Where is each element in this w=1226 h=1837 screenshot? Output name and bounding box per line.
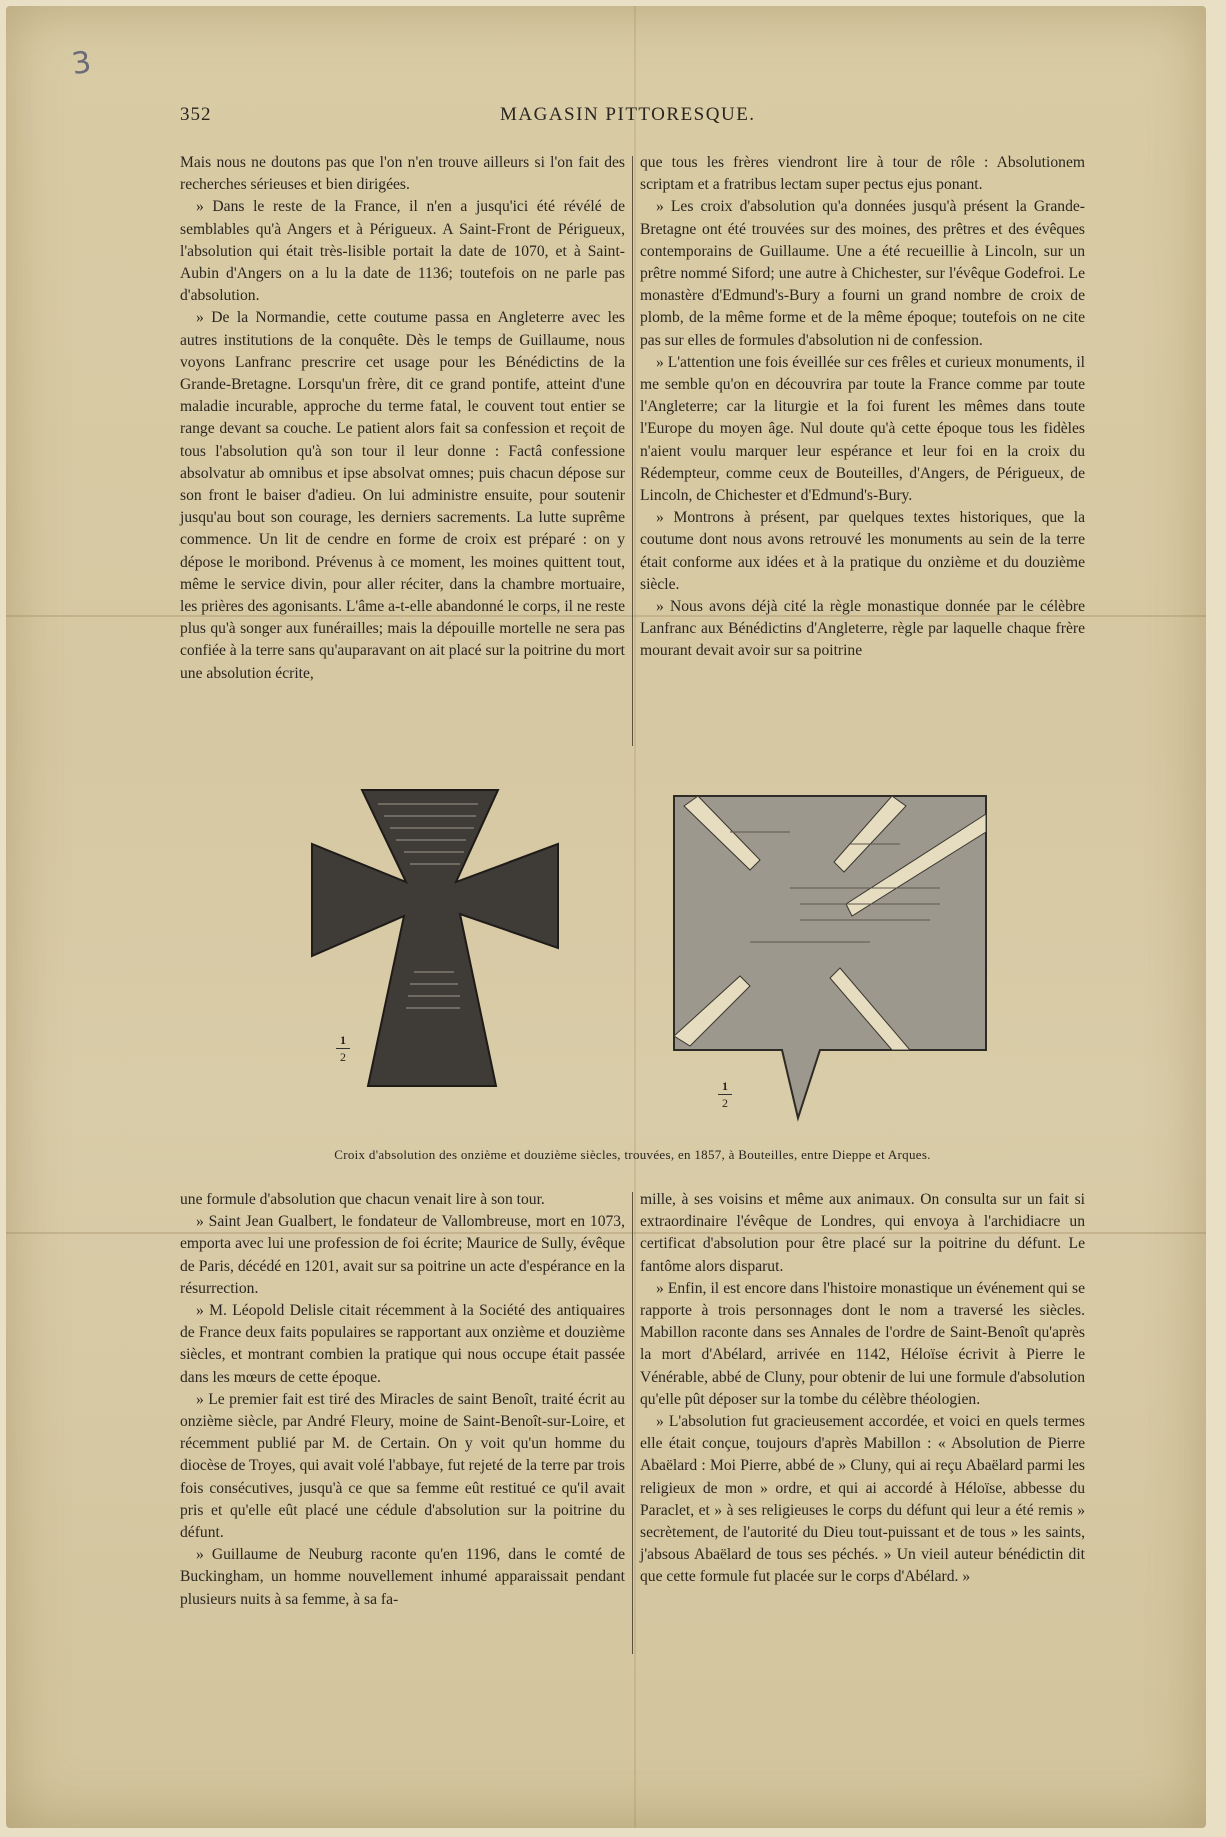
running-title: MAGASIN PITTORESQUE. <box>500 104 756 125</box>
column-bottom-left <box>180 1189 625 1611</box>
scale-numerator: 1 <box>722 1079 728 1093</box>
column-rule <box>632 156 633 746</box>
scale-numerator: 1 <box>340 1033 346 1047</box>
scale-denominator: 2 <box>718 1094 732 1109</box>
scale-denominator: 2 <box>336 1048 350 1063</box>
paragraph: » De la Normandie, cette coutume passa en Angleterre avec les autres institutions de la conquête. Dès le temps de Guillaume, nous voyons Lanfranc prescrire cet usage pour les Bénédictins de la Grande-Bretagne. Lorsqu'un frère, dit ce grand pontife, atteint d'une maladie incurable, approche du terme fatal, le couvent tout entier se range devant sa couche. Le patient alors fait sa confession et reçoit de tous l'absolution qu'à son tour il leur donne : Factâ confessione absolvatur ab omnibus et ipse absolvat omnes; puis chacun dépose sur son front le baiser d'adieu. On lui administre ensuite, pour soutenir jusqu'au bout son courage, les derniers sacrements. La lutte suprême commence. Un lit de cendre en forme de croix est préparé : on y dépose le moribond. Prévenus à ce moment, les moines quittent tout, même le service divin, pour aller réciter, dans la chambre mortuaire, les prières des agonisants. L'âme a-t-elle abandonné le corps, il ne reste plus qu'à songer aux funérailles; mais la dépouille mortelle ne sera pas confiée à la terre sans qu'auparavant on ait placé sur la poitrine du mort une absolution écrite, <box>180 309 625 682</box>
column-rule <box>632 1192 633 1654</box>
page-number: 352 <box>180 104 212 125</box>
paragraph: » Guillaume de Neuburg raconte qu'en 1196, dans le comté de Buckingham, un homme nouvellement inhumé apparaissait pendant plusieurs nuits à sa femme, à sa fa- <box>180 1546 625 1608</box>
paragraph: » Le premier fait est tiré des Miracles de saint Benoît, traité écrit au onzième siècle, par André Fleury, moine de Saint-Benoît-sur-Loire, et récemment publié par M. de Certain. On y voit qu'un homme du diocèse de Troyes, qui avait volé l'abbaye, fut rejeté de la terre par trois fois consécutives, jusqu'à ce que sa femme eût restitué ce qu'il avait pris et qu'elle eût placé une cédule d'absolution sur la poitrine du défunt. <box>180 1390 625 1542</box>
paragraph: une formule d'absolution que chacun venait lire à son tour. <box>180 1191 545 1208</box>
paragraph: » Les croix d'absolution qu'a données jusqu'à présent la Grande-Bretagne ont été trouvées sur des moines, des prêtres et des évêques contemporains de Guillaume. Une a été recueillie à Lincoln, sur un prêtre nommé Siford; une autre à Chichester, sur l'évêque Godefroi. Le monastère d'Edmund's-Bury a fourni un grand nombre de croix de plomb, de la même forme et de la même époque; toutefois on ne cite pas sur elles de formules d'absolution ni de confession. <box>640 198 1085 349</box>
column-bottom-right <box>640 1189 1085 1589</box>
paragraph: Mais nous ne doutons pas que l'on n'en trouve ailleurs si l'on fait des recherches sérieuses et bien dirigées. <box>180 154 625 194</box>
paragraph: » Dans le reste de la France, il n'en a jusqu'ici été révélé de semblables qu'à Angers et à Périgueux. A Saint-Front de Périgueux, l'absolution qui était très-lisible portait la date de 1070, et à Saint-Aubin d'Angers on a lu la date de 1136; toutefois on ne parle pas d'absolution. <box>180 198 625 305</box>
column-top-right <box>640 152 1085 663</box>
paragraph: » Montrons à présent, par quelques textes historiques, que la coutume dont nous avons retrouvé les monuments au sein de la terre était conforme aux idées et à la pratique du onzième et du douzième siècle. <box>640 509 1085 593</box>
paragraph: » Saint Jean Gualbert, le fondateur de Vallombreuse, mort en 1073, emporta avec lui une profession de foi écrite; Maurice de Sully, évêque de Paris, décédé en 1201, avait sur sa poitrine un acte d'espérance en la résurrection. <box>180 1213 625 1297</box>
paragraph: » L'attention une fois éveillée sur ces frêles et curieux monuments, il me semble qu'on en découvrira par toute la France comme par toute l'Angleterre; car la liturgie et la foi furent les mêmes dans toute l'Europe du moyen âge. Nul doute qu'à cette époque tous les fidèles n'aient voulu marquer leur espérance et leur foi en la croix du Rédempteur, comme ceux de Bouteilles, d'Angers, de Périgueux, de Lincoln, de Chichester et d'Edmund's-Bury. <box>640 353 1085 505</box>
column-top-left <box>180 152 625 685</box>
margin-note: 3 <box>69 44 94 83</box>
fold-crease <box>634 6 636 1828</box>
figure-caption: Croix d'absolution des onzième et douzième siècles, trouvées, en 1857, à Bouteilles, entre Dieppe et Arques. <box>334 1147 931 1162</box>
paragraph: que tous les frères viendront lire à tour de rôle : Absolutionem scriptam et a fratribus lectam super pectus ejus ponant. <box>640 154 1085 194</box>
paragraph: mille, à ses voisins et même aux animaux. On consulta sur un fait si extraordinaire l'évêque de Londres, qui envoya à l'archidiacre un certificat d'absolution pour être placé sur la poitrine du défunt. Le fantôme alors disparut. <box>640 1191 1085 1275</box>
paragraph: » M. Léopold Delisle citait récemment à la Société des antiquaires de France deux faits populaires se rapportant aux onzième et douzième siècles, et montrant combien la pratique qui nous occupe était passée dans les mœurs de cette époque. <box>180 1302 625 1386</box>
paragraph: » Nous avons déjà cité la règle monastique donnée par le célèbre Lanfranc aux Bénédictins d'Angleterre, règle par laquelle chaque frère mourant devait avoir sur sa poitrine <box>640 598 1085 660</box>
paragraph: » L'absolution fut gracieusement accordée, et voici en quels termes elle était conçue, toujours d'après Mabillon : « Absolution de Pierre Abaëlard : Moi Pierre, abbé de » Cluny, qui ai reçu Abaëlard parmi les religieux de mon » ordre, et qui ai accordé à Héloïse, abbesse du Paraclet, et » à ses religieuses le corps du défunt qui leur a été remis » secrètement, de l'autorité du Dieu tout-puissant et de tous » les saints, j'absous Abaëlard de tous ses péchés. » Un vieil auteur bénédictin dit que cette formule fut placée sur le corps d'Abélard. » <box>640 1413 1085 1586</box>
scale-label <box>718 1080 732 1109</box>
scale-label <box>336 1034 350 1063</box>
square-cross-plate-illustration <box>670 792 990 1122</box>
paragraph: » Enfin, il est encore dans l'histoire monastique un événement qui se rapporte à trois personnages dont le nom a traversé les siècles. Mabillon raconte dans ses Annales de l'ordre de Saint-Benoît qu'après la mort d'Abélard, arrivée en 1142, Héloïse écrivit à Pierre le Vénérable, abbé de Cluny, pour obtenir de lui une formule d'absolution qu'elle pût déposer sur la tombe du célèbre théologien. <box>640 1279 1085 1408</box>
